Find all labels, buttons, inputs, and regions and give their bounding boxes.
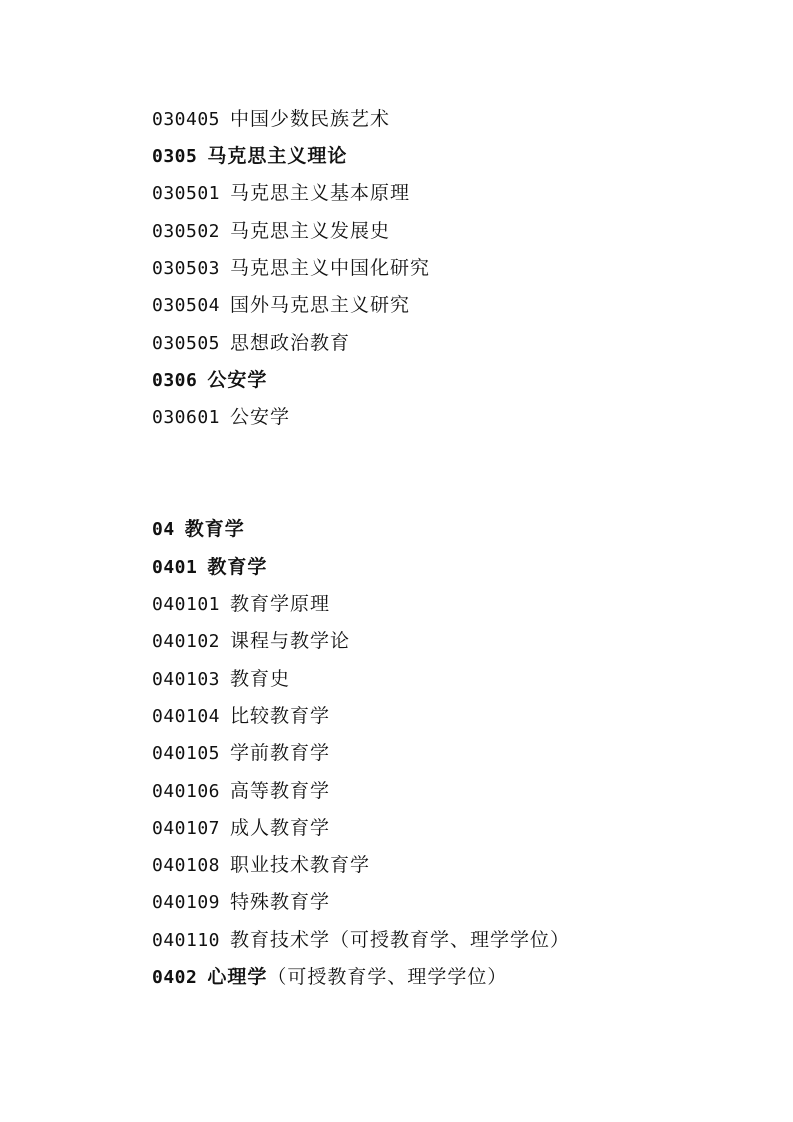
discipline-code: 030504 [152, 295, 221, 316]
discipline-entry [152, 813, 330, 843]
discipline-code: 040105 [152, 743, 221, 764]
discipline-name: 国外马克思主义研究 [230, 294, 411, 316]
discipline-entry [152, 850, 370, 880]
discipline-code: 040102 [152, 631, 221, 652]
discipline-name: 成人教育学 [230, 817, 331, 839]
discipline-name: 教育史 [230, 668, 291, 690]
discipline-name: 马克思主义中国化研究 [230, 257, 431, 279]
discipline-code: 040103 [152, 669, 221, 690]
discipline-heading [152, 552, 267, 582]
discipline-heading [152, 962, 507, 992]
discipline-name: 学前教育学 [230, 742, 331, 764]
discipline-name: 教育学 [207, 556, 268, 578]
discipline-name: 职业技术教育学 [230, 854, 371, 876]
discipline-name: 教育学原理 [230, 593, 331, 615]
discipline-heading [152, 365, 267, 395]
discipline-entry [152, 290, 410, 320]
discipline-code: 040106 [152, 781, 221, 802]
discipline-entry [152, 925, 570, 955]
discipline-heading [152, 141, 347, 171]
discipline-name: 高等教育学 [230, 780, 331, 802]
discipline-code: 030505 [152, 333, 221, 354]
discipline-code: 0401 [152, 557, 198, 578]
discipline-code: 030502 [152, 221, 221, 242]
category-heading [152, 514, 245, 544]
discipline-name: 教育技术学（可授教育学、理学学位） [230, 929, 571, 951]
discipline-entry [152, 626, 350, 656]
discipline-entry [152, 402, 290, 432]
discipline-entry [152, 178, 410, 208]
discipline-code: 040101 [152, 594, 221, 615]
category-code: 04 [152, 519, 175, 540]
discipline-entry [152, 738, 330, 768]
discipline-name: 课程与教学论 [230, 630, 351, 652]
discipline-entry [152, 701, 330, 731]
discipline-name: 公安学 [230, 406, 291, 428]
discipline-code: 0306 [152, 370, 198, 391]
discipline-code: 040104 [152, 706, 221, 727]
discipline-entry [152, 664, 290, 694]
category-name: 教育学 [184, 518, 245, 540]
discipline-entry [152, 589, 330, 619]
discipline-name: 特殊教育学 [230, 891, 331, 913]
discipline-code: 040110 [152, 930, 221, 951]
discipline-entry [152, 887, 330, 917]
discipline-name: 比较教育学 [230, 705, 331, 727]
discipline-entry [152, 104, 390, 134]
discipline-code: 030601 [152, 407, 221, 428]
discipline-entry [152, 776, 330, 806]
discipline-name: 马克思主义理论 [207, 145, 348, 167]
discipline-code: 040107 [152, 818, 221, 839]
discipline-code: 0402 [152, 967, 198, 988]
discipline-code: 030405 [152, 109, 221, 130]
discipline-code: 030503 [152, 258, 221, 279]
degree-note: （可授教育学、理学学位） [267, 966, 508, 988]
discipline-name: 中国少数民族艺术 [230, 108, 391, 130]
discipline-code: 0305 [152, 146, 198, 167]
discipline-code: 040108 [152, 855, 221, 876]
discipline-entry [152, 216, 390, 246]
discipline-code: 030501 [152, 183, 221, 204]
discipline-entry [152, 328, 350, 358]
discipline-code: 040109 [152, 892, 221, 913]
discipline-name: 马克思主义基本原理 [230, 182, 411, 204]
discipline-name: 公安学 [207, 369, 268, 391]
discipline-name: 思想政治教育 [230, 332, 351, 354]
discipline-entry [152, 253, 430, 283]
discipline-name: 马克思主义发展史 [230, 220, 391, 242]
discipline-name: 心理学 [207, 966, 268, 988]
